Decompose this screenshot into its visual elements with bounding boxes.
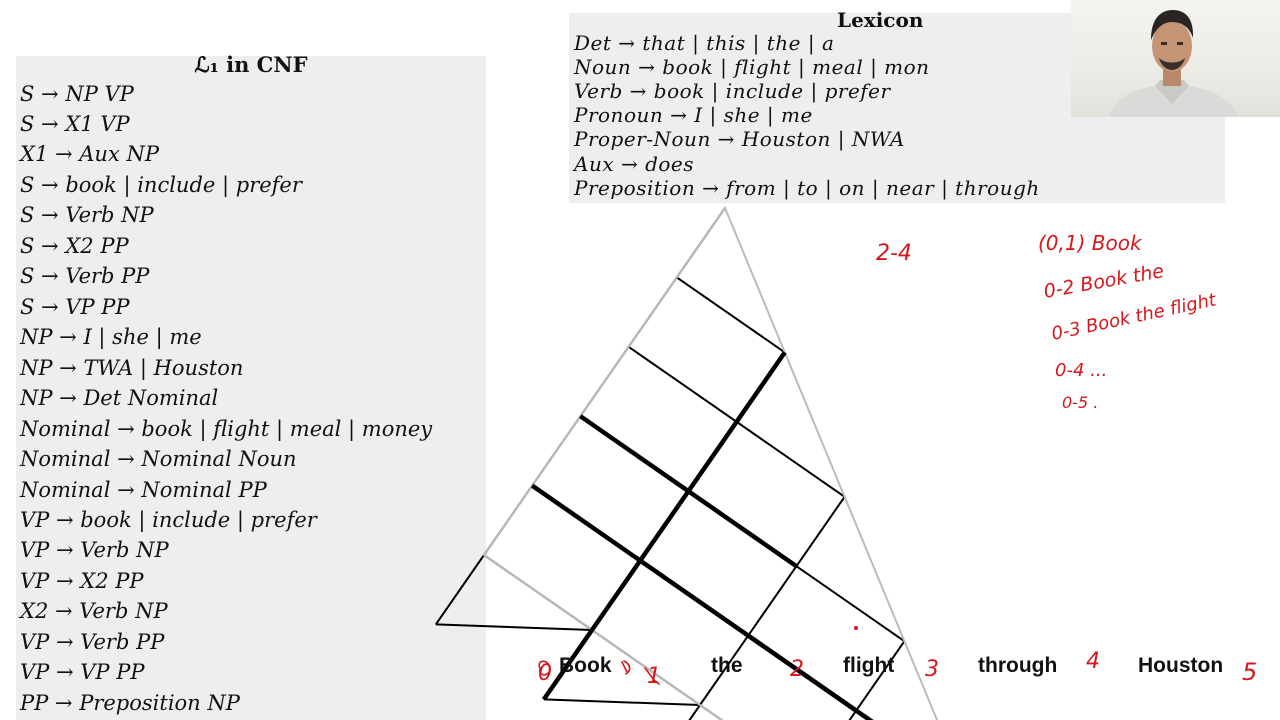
grammar-rule: VP → Verb NP [20,538,169,562]
sentence-word: Houston [1138,654,1224,677]
scribble-mark [539,661,550,675]
chart-bold-edge [748,636,856,711]
grammar-rule: VP → Verb PP [20,630,165,654]
grammar-rule: X1 → Aux NP [20,142,159,166]
lexicon-entry: Verb → book | include | prefer [574,79,891,103]
grammar-rule: S → X1 VP [20,112,130,136]
chart-row-line [532,486,964,720]
grammar-rule: S → VP PP [20,295,130,319]
grammar-rule: S → X2 PP [20,234,129,258]
grammar-rule: VP → VP PP [20,660,145,684]
span-note: (0,1) Book [1038,231,1142,255]
grammar-rule: VP → book | include | prefer [20,508,317,532]
index-label-0: 0 [538,661,552,686]
grammar-rule: S → book | include | prefer [20,173,302,197]
span-note: 0-3 Book the flight [1049,289,1218,345]
grammar-rule: S → Verb NP [20,203,154,227]
grammar-rule: NP → I | she | me [20,325,202,349]
index-label-3: 3 [925,657,939,682]
grammar-rule: X2 → Verb NP [20,599,168,623]
sentence-word: flight [843,654,895,677]
chart-grid [436,208,1024,720]
chart-cell-edge [436,624,592,630]
grammar-rule: NP → Det Nominal [20,386,219,410]
lexicon-entry: Aux → does [574,152,695,176]
grammar-rule: NP → TWA | Houston [20,356,244,380]
chart-outline [484,208,1024,720]
sentence-word: Book [559,654,612,677]
lexicon-entry: Preposition → from | to | on | near | through [574,176,1040,200]
lexicon-entry: Det → that | this | the | a [574,31,835,55]
sentence-word: the [711,654,743,677]
sentence-word: through [978,654,1058,677]
span-note: 2-4 [876,241,912,266]
index-label-4: 4 [1086,649,1100,674]
lexicon-entry: Noun → book | flight | meal | mon [574,55,930,79]
chart-cell-edge [436,555,484,624]
grammar-title: ℒ₁ in CNF [194,52,308,77]
span-note: 0-5 . [1062,393,1099,412]
chart-bold-edge [532,486,964,720]
chart-cell-edge [652,705,700,720]
lexicon-title: Lexicon [837,8,924,32]
index-label-5: 5 [1242,658,1258,686]
lexicon-entry: Proper-Noun → Houston | NWA [574,127,905,151]
grammar-rule: VP → X2 PP [20,569,144,593]
grammar-rule: Nominal → Nominal Noun [20,447,297,471]
grammar-rule: Nominal → book | flight | meal | money [20,417,433,441]
index-label-2: 2 [790,657,804,682]
lexicon-entry: Pronoun → I | she | me [574,103,813,127]
span-note: 0-2 Book the [1042,260,1166,303]
grammar-rule: S → NP VP [20,82,134,106]
grammar-rule: S → Verb PP [20,264,150,288]
index-label-1: 1 [647,664,661,689]
grammar-rule: Nominal → Nominal PP [20,478,267,502]
grammar-rule: PP → Preposition NP [20,691,240,715]
span-note: 0-4 ... [1055,360,1108,381]
chart-cell-edge [544,699,700,705]
